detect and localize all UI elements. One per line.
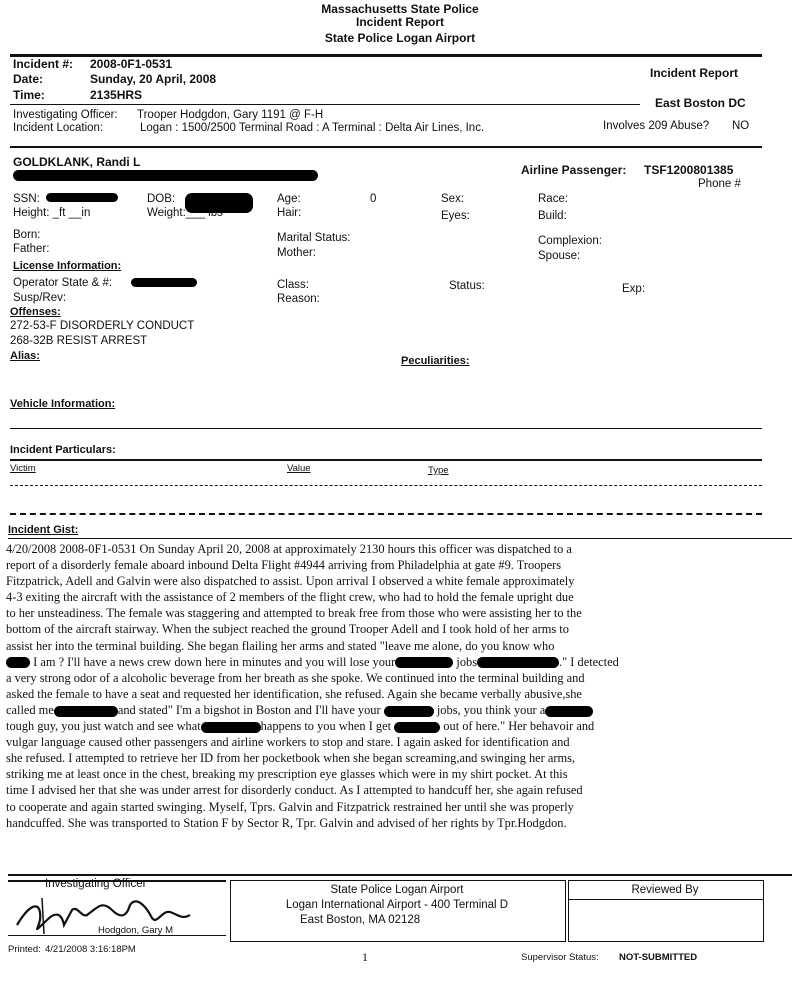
incident-gist-text <box>6 541 794 831</box>
redaction-bar <box>394 722 440 733</box>
exp-label: Exp: <box>622 283 646 295</box>
peculiarities-label: Peculiarities: <box>401 355 470 367</box>
abuse-label: Involves 209 Abuse? <box>603 120 710 132</box>
redaction-bar <box>384 706 434 717</box>
gist-line: 4/20/2008 2008-0F1-0531 On Sunday April 20, 2008 at approximately 2130 hours this officer was dispatched to a <box>6 542 572 556</box>
redaction-bar <box>13 170 318 181</box>
gist-line: striking me at least once in the chest, breaking my prescription eye glasses which were in my shirt pocket. At this <box>6 767 568 782</box>
incident-date: Sunday, 20 April, 2008 <box>90 72 217 86</box>
agency-title: Massachusetts State Police <box>321 2 479 16</box>
redaction-bar <box>54 706 118 717</box>
offenses-heading: Offenses: <box>10 306 61 318</box>
sex-label: Sex: <box>441 193 465 205</box>
susp-label: Susp/Rev: <box>13 292 67 304</box>
supervisor-label: Supervisor Status: <box>521 952 599 963</box>
age-label: Age: <box>277 193 301 205</box>
victim-column: Victim <box>10 463 36 474</box>
gist-line: Fitzpatrick, Adell and Galvin were also dispatched to assist. Upon arrival I observed a white female approximately <box>6 574 575 589</box>
class-label: Class: <box>277 279 309 291</box>
reason-label: Reason: <box>277 293 320 305</box>
footer-divider <box>8 874 792 876</box>
redaction-bar <box>395 657 453 668</box>
offense-item: 268-32B RESIST ARREST <box>10 335 148 347</box>
gist-line: tough guy, you just watch and see what happens to you when I get out of here." Her behavoir and <box>6 719 595 734</box>
gist-line: bottom of the aircraft stairway. When the subject reached the ground Trooper Adell and I took hold of her arms to <box>6 622 569 637</box>
particulars-divider <box>10 459 762 461</box>
type-column: Type <box>428 465 449 476</box>
officer-label: Investigating Officer: <box>13 109 118 121</box>
gist-line: to cooperate and again started swinging. Myself, Tprs. Galvin and Fitzpatrick restrained her until she was properly <box>6 799 574 814</box>
particulars-dashed-line <box>10 485 762 486</box>
printed-value: 4/21/2008 3:16:18PM <box>45 944 136 955</box>
gist-line: report of a disorderly female aboard inbound Delta Flight #4944 arriving from Philadelphia at gate #9. Troopers <box>6 558 562 573</box>
subject-divider <box>10 146 762 148</box>
gist-line: asked the female to have a seat and requested her identification, she refused. Again she became verbally abusive,she <box>6 686 582 701</box>
redaction-bar <box>6 657 30 668</box>
status-label: Status: <box>449 280 485 292</box>
license-heading: License Information: <box>13 260 122 272</box>
supervisor-value: NOT-SUBMITTED <box>619 952 698 963</box>
vehicle-divider <box>10 428 762 429</box>
gist-line: time I advised her that she was under arrest for disorderly conduct. As I attempted to handcuff her, she again refused <box>6 783 583 798</box>
subject-name: GOLDKLANK, Randi L <box>13 155 141 169</box>
gist-line: I am ? I'll have a news crew down here in minutes and you will lose your jobs ." I detected <box>6 654 794 670</box>
page-number: 1 <box>362 950 368 964</box>
report-type: Incident Report <box>650 66 739 80</box>
complexion-label: Complexion: <box>538 235 602 247</box>
passenger-label: Airline Passenger: <box>521 163 627 177</box>
gist-line: called me and stated" I'm a bigshot in Boston and I'll have your jobs, you think your a <box>6 702 794 718</box>
passenger-id: TSF1200801385 <box>644 163 734 177</box>
redaction-bar <box>477 657 559 668</box>
incident-number-label: Incident #: <box>13 57 74 71</box>
incident-time: 2135HRS <box>90 88 143 102</box>
ssn-label: SSN: <box>13 193 40 205</box>
operator-redaction <box>131 278 197 287</box>
abuse-value: NO <box>732 120 750 132</box>
vehicle-heading: Vehicle Information: <box>10 398 116 410</box>
gist-line: 4-3 exiting the aircraft with the assistance of 2 members of the flight crew, who had to hold the female upright due <box>6 590 574 605</box>
gist-line: she refused. I attempted to retrieve her ID from her pocketbook when she began screaming,and swinging her arms, <box>6 751 576 766</box>
gist-line: vulgar language caused other passengers and airline workers to stop and stare. I again asked for identification and <box>6 735 570 750</box>
printed-label: Printed: <box>8 944 41 955</box>
reviewed-label: Reviewed By <box>631 884 699 896</box>
office-name: State Police Logan Airport <box>330 884 464 896</box>
gist-line: to her unsteadiness. The female was staggering and attempted to break free from those who were assisting her to the <box>6 606 582 621</box>
ssn-redaction <box>46 193 118 202</box>
alias-label: Alias: <box>10 350 40 362</box>
doc-type-title: Incident Report <box>355 15 444 29</box>
location-value: Logan : 1500/2500 Terminal Road : A Terminal : Delta Air Lines, Inc. <box>140 122 485 134</box>
particulars-dashed-line <box>10 513 762 515</box>
phone-label: Phone # <box>698 178 741 190</box>
gist-line: assist her into the terminal building. She began flailing her arms and stated "leave me alone, do you know who <box>6 638 555 653</box>
officer-box-label: Investigating Officer <box>45 878 147 890</box>
incident-divider <box>10 104 640 105</box>
spouse-label: Spouse: <box>538 250 581 262</box>
gist-line: handcuffed. She was transported to Station F by Sector R, Tpr. Galvin and advised of her rights by Tpr.Hodgdon. <box>6 815 567 830</box>
operator-label: Operator State & #: <box>13 277 113 289</box>
reviewed-divider <box>568 899 763 900</box>
office-address: Logan International Airport - 400 Terminal D <box>285 899 509 911</box>
incident-number: 2008-0F1-0531 <box>90 57 173 71</box>
gist-divider <box>8 538 792 539</box>
age-value: 0 <box>370 193 377 205</box>
date-label: Date: <box>13 72 44 86</box>
weight-label: Weight:___ lbs <box>147 207 223 219</box>
mother-label: Mother: <box>277 247 316 259</box>
offense-item: 272-53-F DISORDERLY CONDUCT <box>10 320 195 332</box>
gist-heading: Incident Gist: <box>8 524 79 536</box>
eyes-label: Eyes: <box>441 210 470 222</box>
time-label: Time: <box>13 88 45 102</box>
value-column: Value <box>287 463 311 474</box>
gist-line: a very strong odor of a alcoholic beverage from her breath as she spoke. We continued into the terminal building and <box>6 670 585 685</box>
officer-printed-name: Hodgdon, Gary M <box>98 925 173 936</box>
father-label: Father: <box>13 243 50 255</box>
particulars-heading: Incident Particulars: <box>10 444 116 456</box>
officer-value: Trooper Hodgdon, Gary 1191 @ F-H <box>137 109 324 121</box>
born-label: Born: <box>13 229 41 241</box>
build-label: Build: <box>538 210 567 222</box>
redaction-bar <box>201 722 261 733</box>
marital-label: Marital Status: <box>277 232 351 244</box>
location-label: Incident Location: <box>13 122 104 134</box>
dob-label: DOB: <box>147 193 176 205</box>
office-city: East Boston, MA 02128 <box>300 914 421 926</box>
hair-label: Hair: <box>277 207 302 219</box>
race-label: Race: <box>538 193 569 205</box>
height-label: Height: _ft __in <box>13 207 91 219</box>
unit-title: State Police Logan Airport <box>324 31 476 45</box>
redaction-bar <box>545 706 593 717</box>
district: East Boston DC <box>655 96 746 110</box>
